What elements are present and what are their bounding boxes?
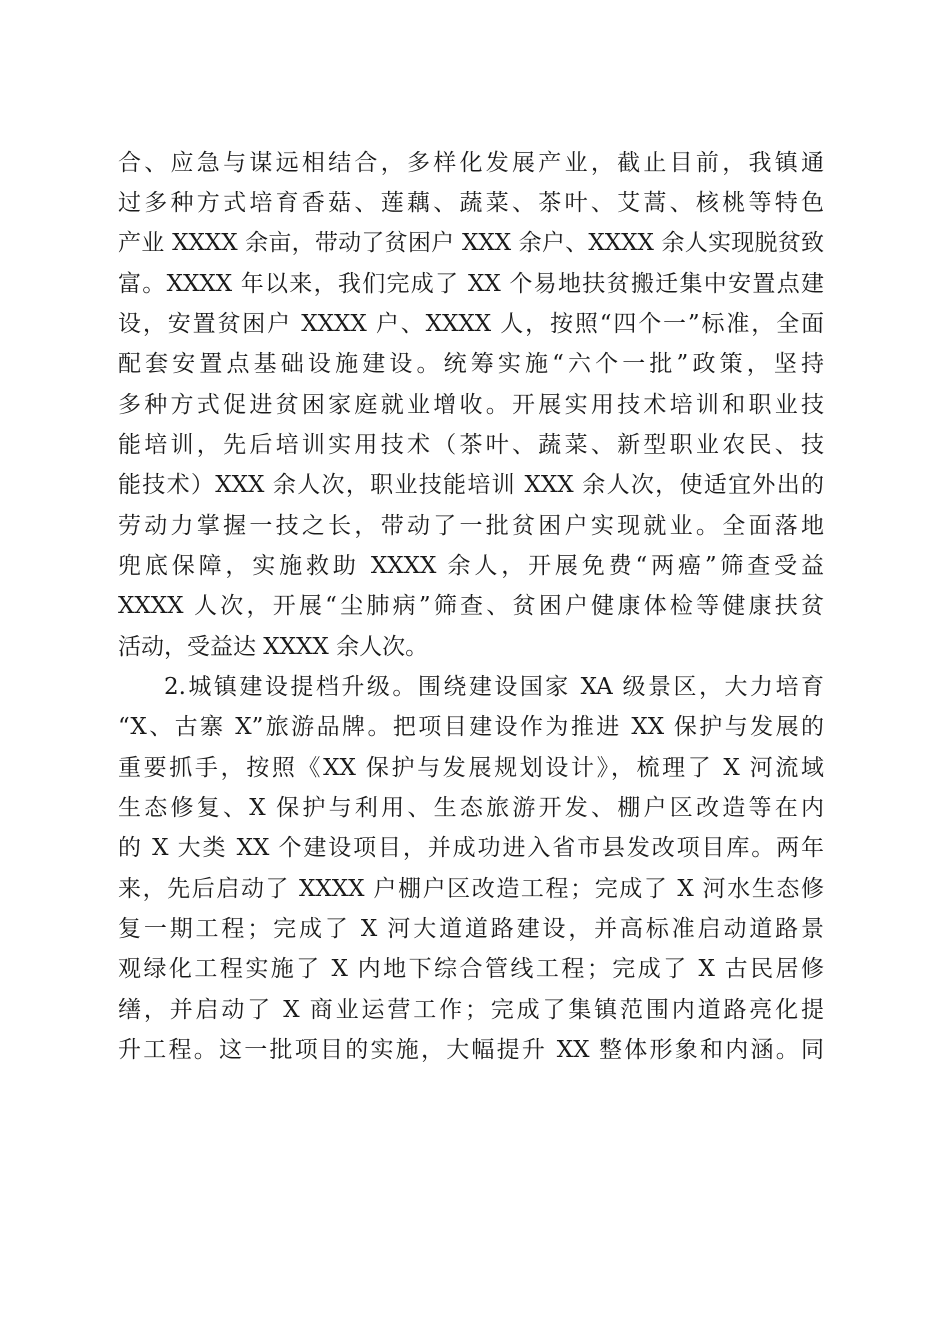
text-line: 配套安置点基础设施建设。统筹实施“六个一批”政策，坚持 (118, 351, 824, 377)
text-line: 升工程。这一批项目的实施，大幅提升 XX 整体形象和内涵。同 (118, 1037, 824, 1063)
text-line: 能技术）XXX 余人次，职业技能培训 XXX 余人次，使适宜外出的 (118, 472, 824, 498)
text-line: 活动，受益达 XXXX 余人次。 (118, 634, 429, 660)
text-line: 产业 XXXX 余亩，带动了贫困户 XXX 余户、XXXX 余人实现脱贫致 (118, 230, 824, 256)
text-line: XXXX 人次，开展“尘肺病”筛查、贫困户健康体检等健康扶贫 (118, 593, 824, 619)
text-line: 来，先后启动了 XXXX 户棚户区改造工程；完成了 X 河水生态修 (118, 876, 824, 902)
text-line: 观绿化工程实施了 X 内地下综合管线工程；完成了 X 古民居修 (118, 956, 824, 982)
text-line: 多种方式促进贫困家庭就业增收。开展实用技术培训和职业技 (118, 392, 824, 418)
text-line: 设，安置贫困户 XXXX 户、XXXX 人，按照“四个一”标准，全面 (118, 311, 824, 337)
text-line: 缮，并启动了 X 商业运营工作；完成了集镇范围内道路亮化提 (118, 997, 824, 1023)
text-line: 富。XXXX 年以来，我们完成了 XX 个易地扶贫搬迁集中安置点建 (118, 271, 824, 297)
text-line: 2.城镇建设提档升级。围绕建设国家 XA 级景区，大力培育 (164, 674, 824, 700)
text-line: 复一期工程；完成了 X 河大道道路建设，并高标准启动道路景 (118, 916, 824, 942)
text-line: “X、古寨 X”旅游品牌。把项目建设作为推进 XX 保护与发展的 (118, 714, 824, 740)
text-line: 兜底保障，实施救助 XXXX 余人，开展免费“两癌”筛查受益 (118, 553, 824, 579)
text-line: 劳动力掌握一技之长，带动了一批贫困户实现就业。全面落地 (118, 513, 824, 539)
text-line: 过多种方式培育香菇、莲藕、蔬菜、茶叶、艾蒿、核桃等特色 (118, 190, 824, 216)
text-line: 能培训，先后培训实用技术（茶叶、蔬菜、新型职业农民、技 (118, 432, 824, 458)
text-line: 合、应急与谋远相结合，多样化发展产业，截止目前，我镇通 (118, 150, 824, 176)
text-line: 重要抓手，按照《XX 保护与发展规划设计》，梳理了 X 河流域 (118, 755, 824, 781)
text-line: 的 X 大类 XX 个建设项目，并成功进入省市县发改项目库。两年 (118, 835, 824, 861)
text-line: 生态修复、X 保护与利用、生态旅游开发、棚户区改造等在内 (118, 795, 824, 821)
